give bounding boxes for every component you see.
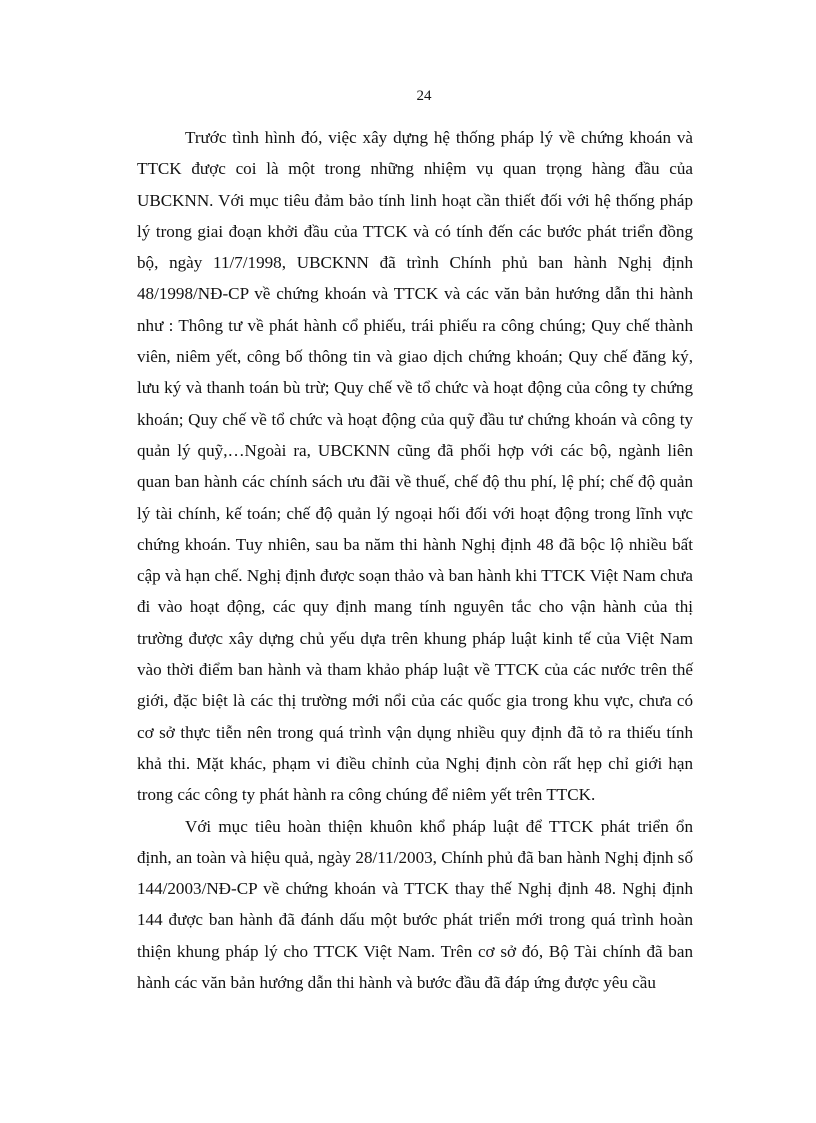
paragraph: Với mục tiêu hoàn thiện khuôn khổ pháp luật để TTCK phát triển ổn định, an toàn và hiệu quả, ngày 28/11/2003, Chính phủ đã ban hành Nghị định số 144/2003/NĐ-CP về chứng khoán và TTCK thay thế Nghị định 48. Nghị định 144 được ban hành đã đánh dấu một bước phát triển mới trong quá trình hoàn thiện khung pháp lý cho TTCK Việt Nam. Trên cơ sở đó, Bộ Tài chính đã ban hành các văn bản hướng dẫn thi hành và bước đầu đã đáp ứng được yêu cầu (137, 816, 693, 993)
page-number: 24 (416, 88, 432, 104)
paragraph: Trước tình hình đó, việc xây dựng hệ thống pháp lý về chứng khoán và TTCK được coi là một trong những nhiệm vụ quan trọng hàng đầu của UBCKNN. Với mục tiêu đảm bảo tính linh hoạt cần thiết đối với hệ thống pháp lý trong giai đoạn khởi đầu của TTCK và có tính đến các bước phát triển đồng bộ, ngày 11/7/1998, UBCKNN đã trình Chính phủ ban hành Nghị định 48/1998/NĐ-CP về chứng khoán và TTCK và các văn bản hướng dẫn thi hành như : Thông tư về phát hành cổ phiếu, trái phiếu ra công chúng; Quy chế thành viên, niêm yết, công bố thông tin và giao dịch chứng khoán; Quy chế đăng ký, lưu ký và thanh toán bù trừ; Quy chế về tổ chức và hoạt động của công ty chứng khoán; Quy chế về tổ chức và hoạt động của quỹ đầu tư chứng khoán và công ty quản lý quỹ,…Ngoài ra, UBCKNN cũng đã phối hợp với các bộ, ngành liên quan ban hành các chính sách ưu đãi về thuế, chế độ thu phí, lệ phí; chế độ quản lý tài chính, kế toán; chế độ quản lý ngoại hối đối với hoạt động trong lĩnh vực chứng khoán. Tuy nhiên, sau ba năm thi hành Nghị định 48 đã bộc lộ nhiều bất cập và hạn chế. Nghị định được soạn thảo và ban hành khi TTCK Việt Nam chưa đi vào hoạt động, các quy định mang tính nguyên tắc cho vận hành của thị trường được xây dựng chủ yếu dựa trên khung pháp luật kinh tế của Việt Nam vào thời điểm ban hành và tham khảo pháp luật về TTCK của các nước trên thế giới, đặc biệt là các thị trường mới nổi của các quốc gia trong khu vực, chưa có cơ sở thực tiễn nên trong quá trình vận dụng nhiều quy định đã tỏ ra thiếu tính khả thi. Mặt khác, phạm vi điều chỉnh của Nghị định còn rất hẹp chỉ giới hạn trong các công ty phát hành ra công chúng để niêm yết trên TTCK. (137, 128, 693, 805)
body-text (137, 122, 693, 998)
